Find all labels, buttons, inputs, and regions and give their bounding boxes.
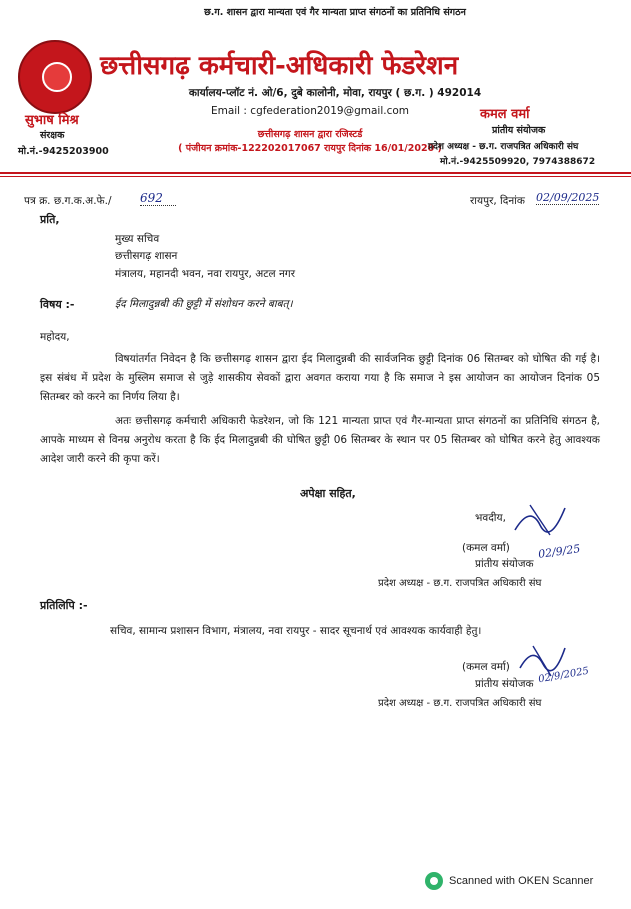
right-person-name: कमल वर्मा [480,107,530,122]
signatory-1-name: (कमल वर्मा) [462,542,510,554]
reference-label: पत्र क्र. छ.ग.क.अ.फे./ [24,195,112,207]
body-paragraph-2: अतः छत्तीसगढ़ कर्मचारी अधिकारी फेडरेशन, जो कि 121 मान्यता प्राप्त एवं गैर-मान्यता प्राप्त संगठनों का प्रतिनिधि संगठन है, आपके माध्यम से विनम्र अनुरोध करता है कि ईद मिलादुन्नबी की घोषित छुट्टी 06 सितम्बर के स्थान पर 05 सितम्बर को घोषित करने हेतु आवश्यक आदेश जारी करने की कृपा करें। [40,415,600,465]
left-person-name: सुभाष मिश्र [25,113,79,128]
registration-number: ( पंजीयन क्रमांक-122202017067 रायपुर दिनांक 16/01/2020 ) [178,143,442,154]
recipient-line-3: मंत्रालय, महानदी भवन, नवा रायपुर, अटल नगर [115,268,295,280]
signature-1-icon [510,500,570,540]
subject-text: ईद मिलादुन्नबी की छुट्टी में संशोधन करने बाबत्। [115,298,293,310]
email-address: Email : cgfederation2019@gmail.com [210,105,410,117]
registered-text: छत्तीसगढ़ शासन द्वारा रजिस्टर्ड [257,129,363,140]
recipient-line-1: मुख्य सचिव [115,233,160,245]
signatory-2-title: प्रदेश अध्यक्ष - छ.ग. राजपत्रित अधिकारी संघ [378,698,542,709]
right-person-title: प्रदेश अध्यक्ष - छ.ग. राजपत्रित अधिकारी संघ [428,142,579,152]
right-person-mobile: मो.नं.-9425509920, 7974388672 [440,157,596,167]
body-paragraph-1: विषयांतर्गत निवेदन है कि छत्तीसगढ़ शासन द्वारा ईद मिलादुन्नबी की सार्वजनिक छुट्टी दिनांक 06 सितम्बर को घोषित की गई है। इस संबंध में प्रदेश के मुस्लिम समाज से जुड़े शासकीय सेवकों द्वारा अवगत कराया गया है कि समाज ने इस आयोजन का आयोजन दिनांक 05 सितम्बर को करने का निर्णय लिया है। [40,353,600,403]
copy-text: सचिव, सामान्य प्रशासन विभाग, मंत्रालय, नवा रायपुर - सादर सूचनार्थ एवं आवश्यक कार्यवाही हेतु। [110,625,482,637]
letter-date: 02/09/2025 [536,191,600,204]
left-person-mobile: मो.नं.-9425203900 [18,146,109,157]
closing-text: अपेक्षा सहित, [300,487,356,500]
scanner-logo-icon [425,872,443,890]
subject-label: विषय :- [40,298,75,311]
office-address: कार्यालय-प्लॉट नं. ओ/6, दुबे कालोनी, मोवा, रायपुर ( छ.ग. ) 492014 [188,87,482,99]
federation-seal-logo [18,40,92,114]
signatory-1-title: प्रदेश अध्यक्ष - छ.ग. राजपत्रित अधिकारी संघ [378,578,542,589]
right-person-role: प्रांतीय संयोजक [492,125,546,136]
copy-label: प्रतिलिपि :- [40,599,88,612]
header-tagline: छ.ग. शासन द्वारा मान्यता एवं गैर मान्यता प्राप्त संगठनों का प्रतिनिधि संगठन [204,7,466,18]
signature-2-date: 02/9/2025 [537,665,590,686]
scanner-text: Scanned with OKEN Scanner [449,875,594,887]
to-label: प्रति, [40,213,60,226]
header-divider [0,172,631,174]
recipient-line-2: छत्तीसगढ़ शासन [115,250,178,262]
reference-number: 692 [140,191,176,206]
date-label: रायपुर, दिनांक [470,195,525,207]
yours-text: भवदीय, [475,512,506,524]
salutation: महोदय, [40,331,70,343]
signatory-2-name: (कमल वर्मा) [462,661,510,673]
left-person-role: संरक्षक [40,130,65,141]
organization-name: छत्तीसगढ़ कर्मचारी-अधिकारी फेडरेशन [100,51,459,81]
signatory-2-role: प्रांतीय संयोजक [475,678,534,690]
signature-1-date: 02/9/25 [537,542,582,561]
signatory-1-role: प्रांतीय संयोजक [475,558,534,570]
scanner-watermark [425,870,620,892]
